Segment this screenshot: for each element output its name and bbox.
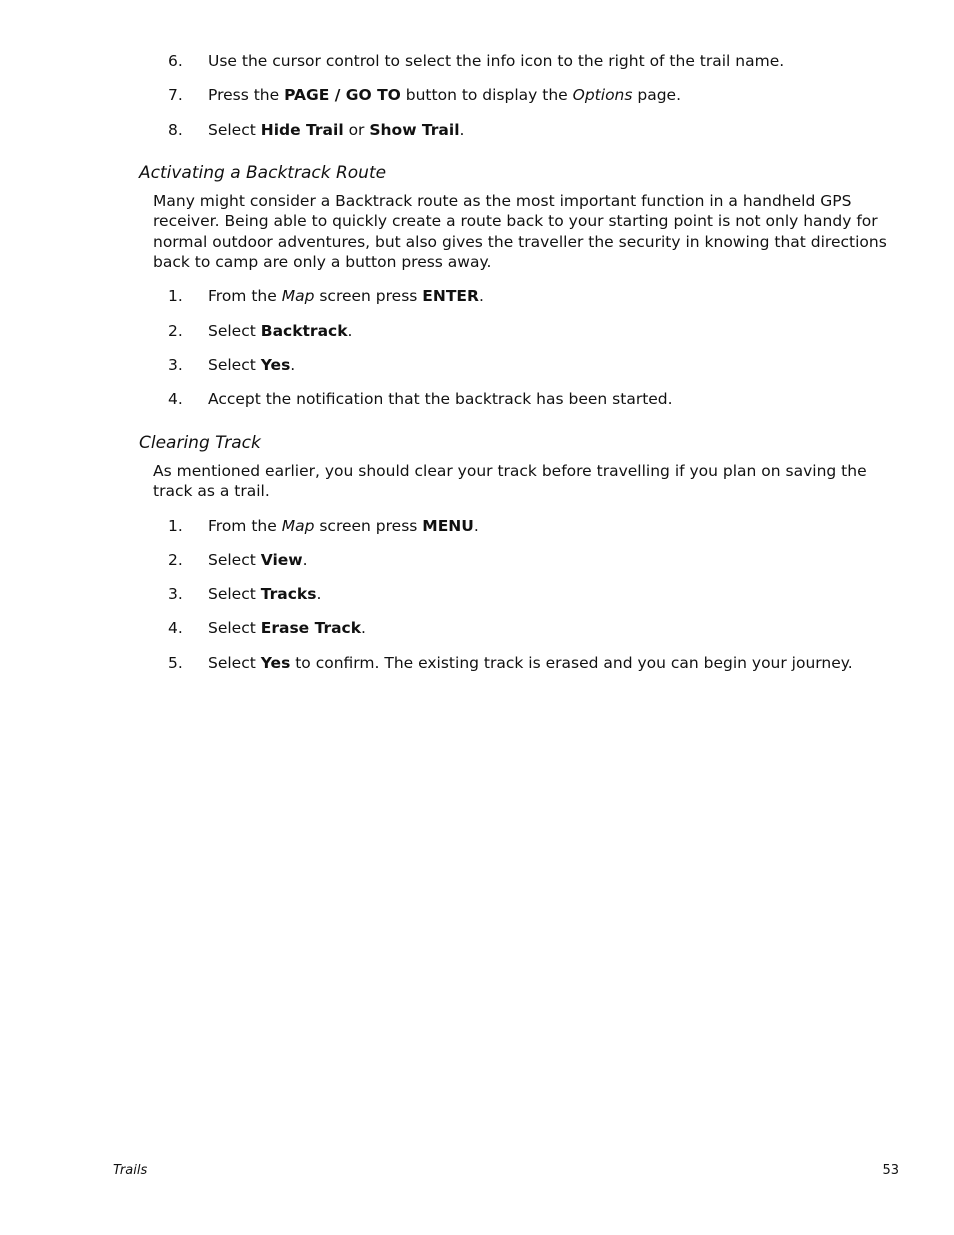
step-text: Select View.: [208, 551, 308, 569]
footer-section-name: Trails: [113, 1163, 148, 1178]
section-heading-clearing: Clearing Track: [139, 433, 261, 453]
section-paragraph-backtrack: Many might consider a Backtrack route as the most important function in a handheld GPS receiver. Being able to quickly create a route back to your starting point is not only handy for normal outdoor adventures, but also gives the traveller the security in knowing that directions back to camp are only a button press away.: [153, 192, 887, 271]
step-text: Accept the notification that the backtrack has been started.: [208, 390, 673, 408]
list-item: [168, 321, 352, 341]
section-heading-backtrack: Activating a Backtrack Route: [139, 163, 387, 183]
step-number: 3.: [168, 585, 183, 603]
step-text: Select Hide Trail or Show Trail.: [208, 121, 465, 139]
step-number: 6.: [168, 52, 183, 70]
list-item: [168, 120, 464, 140]
list-item: [168, 618, 366, 638]
list-item: [168, 653, 853, 673]
step-number: 2.: [168, 322, 183, 340]
list-item: [168, 389, 673, 409]
step-number: 2.: [168, 551, 183, 569]
step-number: 4.: [168, 390, 183, 408]
list-item: [168, 584, 321, 604]
step-number: 4.: [168, 619, 183, 637]
step-number: 3.: [168, 356, 183, 374]
list-item: [168, 550, 308, 570]
step-text: Select Backtrack.: [208, 322, 353, 340]
step-number: 1.: [168, 517, 183, 535]
step-text: Select Erase Track.: [208, 619, 366, 637]
step-number: 1.: [168, 287, 183, 305]
footer-page-number: 53: [882, 1163, 899, 1178]
step-text: From the Map screen press ENTER.: [208, 287, 484, 305]
step-text: Use the cursor control to select the info icon to the right of the trail name.: [208, 52, 785, 70]
list-item: [168, 85, 681, 105]
step-text: Select Tracks.: [208, 585, 322, 603]
list-item: [168, 286, 484, 306]
step-text: Press the PAGE / GO TO button to display the Options page.: [208, 86, 682, 104]
step-number: 5.: [168, 654, 183, 672]
list-item: [168, 355, 295, 375]
step-text: From the Map screen press MENU.: [208, 517, 479, 535]
step-number: 7.: [168, 86, 183, 104]
list-item: [168, 516, 479, 536]
section-paragraph-clearing: As mentioned earlier, you should clear your track before travelling if you plan on saving the track as a trail.: [153, 462, 867, 501]
step-number: 8.: [168, 121, 183, 139]
step-text: Select Yes to confirm. The existing track is erased and you can begin your journey.: [208, 654, 853, 672]
list-item: [168, 51, 784, 71]
step-text: Select Yes.: [208, 356, 296, 374]
